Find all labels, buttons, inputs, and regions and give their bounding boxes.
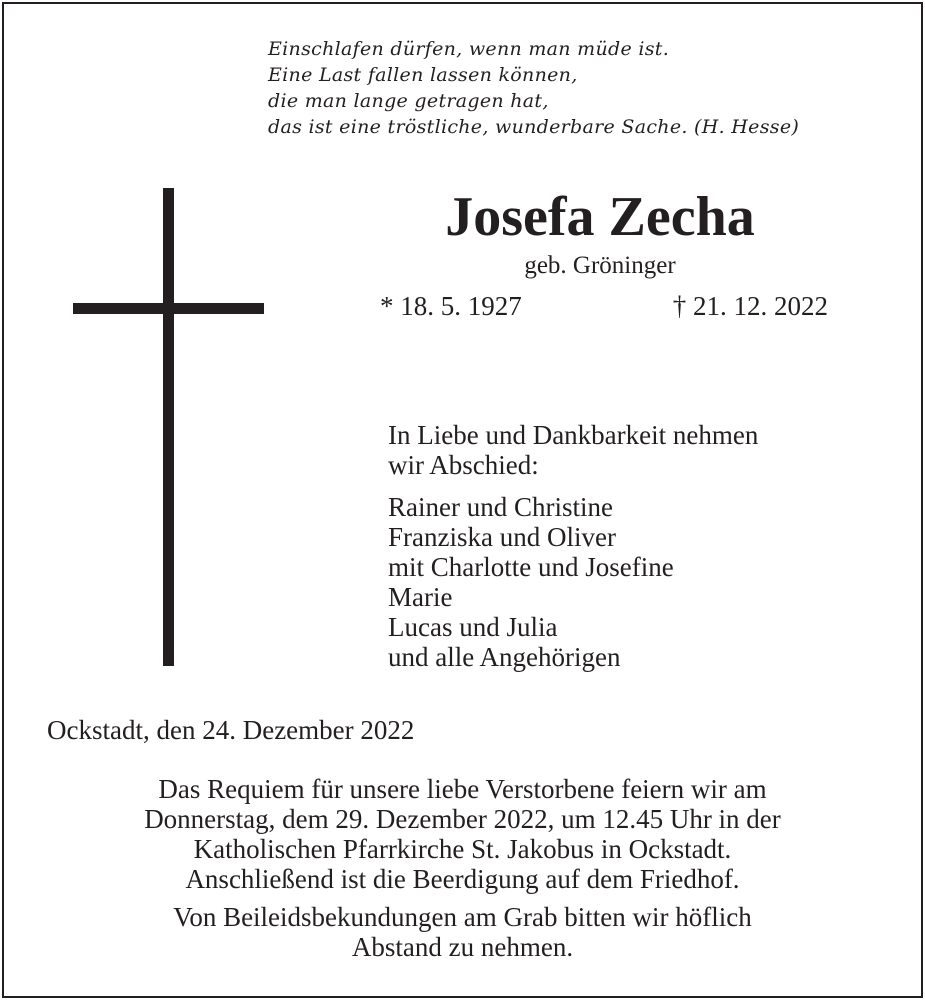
paragraph-gap (30, 894, 895, 902)
cross-horizontal-bar (73, 303, 264, 314)
birth-name: geb. Gröninger (524, 252, 676, 279)
requiem-line: Katholischen Pfarrkirche St. Jakobus in Ockstadt. (193, 834, 732, 864)
mourners-intro (388, 420, 758, 480)
mourners-block (388, 420, 758, 672)
intro-line: In Liebe und Dankbarkeit nehmen (388, 420, 759, 450)
deceased-name: Josefa Zecha (445, 186, 755, 248)
intro-line: wir Abschied: (388, 450, 539, 480)
requiem-line: Donnerstag, dem 29. Dezember 2022, um 12.45 Uhr in der (144, 804, 781, 834)
requiem-line: Das Requiem für unsere liebe Verstorbene feiern wir am (158, 774, 767, 804)
mourner-name: Franziska und Oliver (388, 522, 616, 552)
requiem-line: Anschließend ist die Beerdigung auf dem Friedhof. (185, 864, 740, 894)
quote-line: das ist eine tröstliche, wunderbare Sache. (H. Hesse) (268, 116, 800, 138)
mourners-list (388, 492, 758, 672)
death-date: † 21. 12. 2022 (672, 291, 828, 321)
funeral-notice (30, 774, 895, 962)
quote-line: Eine Last fallen lassen können, (268, 64, 578, 86)
hesse-quote (268, 36, 799, 140)
mourner-name: mit Charlotte und Josefine (388, 552, 674, 582)
place-and-date: Ockstadt, den 24. Dezember 2022 (47, 715, 415, 745)
quote-line: Einschlafen dürfen, wenn man müde ist. (268, 38, 670, 60)
mourner-name: Marie (388, 582, 453, 612)
life-dates (380, 290, 828, 322)
mourner-name: Lucas und Julia (388, 612, 558, 642)
quote-line: die man lange getragen hat, (268, 90, 549, 112)
mourner-name: Rainer und Christine (388, 492, 613, 522)
condolence-line: Abstand zu nehmen. (351, 932, 574, 962)
mourner-name: und alle Angehörigen (388, 642, 621, 672)
cross-vertical-bar (163, 188, 174, 666)
birth-date: * 18. 5. 1927 (380, 291, 522, 321)
condolence-line: Von Beileidsbekundungen am Grab bitten wir höflich (173, 902, 752, 932)
